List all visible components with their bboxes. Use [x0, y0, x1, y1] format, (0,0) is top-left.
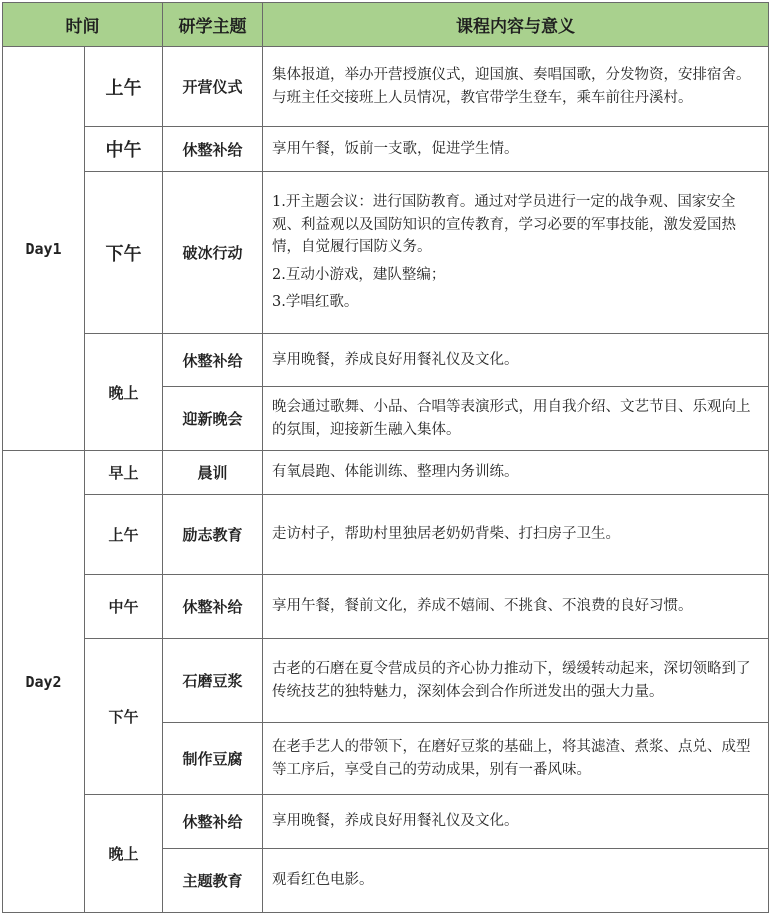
- content-text: 享用午餐，餐前文化，养成不嬉闹、不挑食、不浪费的良好习惯。: [272, 598, 693, 615]
- content-text: 享用晚餐，养成良好用餐礼仪及文化。: [272, 351, 519, 368]
- content-text: 晚会通过歌舞、小品、合唱等表演形式，用自我介绍、文艺节目、乐观向上的氛围，迎接新生融入集体。: [272, 398, 751, 438]
- period-label: 中午: [85, 575, 163, 639]
- content-text: 走访村子，帮助村里独居老奶奶背柴、打扫房子卫生。: [272, 526, 620, 543]
- topic-cell: 晨训: [163, 451, 263, 495]
- topic-cell: 制作豆腐: [163, 723, 263, 795]
- content-text: 在老手艺人的带领下，在磨好豆浆的基础上，将其滤渣、煮浆、点兑、成型等工序后，享受自己的劳动成果，别有一番风味。: [272, 738, 751, 778]
- content-cell: [263, 47, 769, 127]
- content-text: 享用午餐，饭前一支歌，促进学生情。: [272, 140, 519, 157]
- topic-cell: 石磨豆浆: [163, 639, 263, 723]
- table-row: [3, 495, 769, 575]
- content-text: 3.学唱红歌。: [272, 294, 359, 311]
- content-text: 集体报道，举办开营授旗仪式，迎国旗、奏唱国歌，分发物资，安排宿舍。与班主任交接班上人员情况，教官带学生登车，乘车前往丹溪村。: [272, 66, 751, 106]
- header-time: 时间: [3, 3, 163, 47]
- topic-cell: 休整补给: [163, 127, 263, 172]
- period-label: 中午: [85, 127, 163, 172]
- content-cell: [263, 849, 769, 913]
- table-row: [3, 451, 769, 495]
- schedule-table: [2, 2, 769, 913]
- header-row: [3, 3, 769, 47]
- topic-cell: 开营仪式: [163, 47, 263, 127]
- topic-cell: 休整补给: [163, 334, 263, 387]
- content-cell: [263, 575, 769, 639]
- header-theme: 研学主题: [163, 3, 263, 47]
- content-cell: [263, 172, 769, 334]
- content-cell: [263, 451, 769, 495]
- content-text: 有氧晨跑、体能训练、整理内务训练。: [272, 464, 519, 481]
- period-label: 下午: [85, 172, 163, 334]
- day-label: Day2: [3, 451, 85, 913]
- table-row: [3, 639, 769, 723]
- table-row: [3, 127, 769, 172]
- content-cell: [263, 387, 769, 451]
- topic-cell: 励志教育: [163, 495, 263, 575]
- content-cell: [263, 127, 769, 172]
- period-label: 上午: [85, 47, 163, 127]
- content-text: 2.互动小游戏，建队整编；: [272, 266, 446, 283]
- content-cell: [263, 334, 769, 387]
- topic-cell: 主题教育: [163, 849, 263, 913]
- content-cell: [263, 495, 769, 575]
- topic-cell: 休整补给: [163, 795, 263, 849]
- period-label: 上午: [85, 495, 163, 575]
- content-text: 古老的石磨在夏令营成员的齐心协力推动下，缓缓转动起来，深切领略到了传统技艺的独特魅力，深刻体会到合作所迸发出的强大力量。: [272, 660, 751, 700]
- table-row: [3, 795, 769, 849]
- table-row: [3, 172, 769, 334]
- content-cell: [263, 795, 769, 849]
- period-label: 晚上: [85, 334, 163, 451]
- period-label: 早上: [85, 451, 163, 495]
- header-content: 课程内容与意义: [263, 3, 769, 47]
- content-text: 享用晚餐，养成良好用餐礼仪及文化。: [272, 813, 519, 830]
- topic-cell: 迎新晚会: [163, 387, 263, 451]
- table-row: [3, 334, 769, 387]
- day-label: Day1: [3, 47, 85, 451]
- topic-cell: 休整补给: [163, 575, 263, 639]
- content-cell: [263, 723, 769, 795]
- content-text: 观看红色电影。: [272, 872, 374, 889]
- content-cell: [263, 639, 769, 723]
- table-row: [3, 575, 769, 639]
- content-text: 1.开主题会议：进行国防教育。通过对学员进行一定的战争观、国家安全观、利益观以及国防知识的宣传教育，学习必要的军事技能，激发爱国热情，自觉履行国防义务。: [272, 193, 736, 256]
- period-label: 下午: [85, 639, 163, 795]
- period-label: 晚上: [85, 795, 163, 913]
- table-row: [3, 47, 769, 127]
- topic-cell: 破冰行动: [163, 172, 263, 334]
